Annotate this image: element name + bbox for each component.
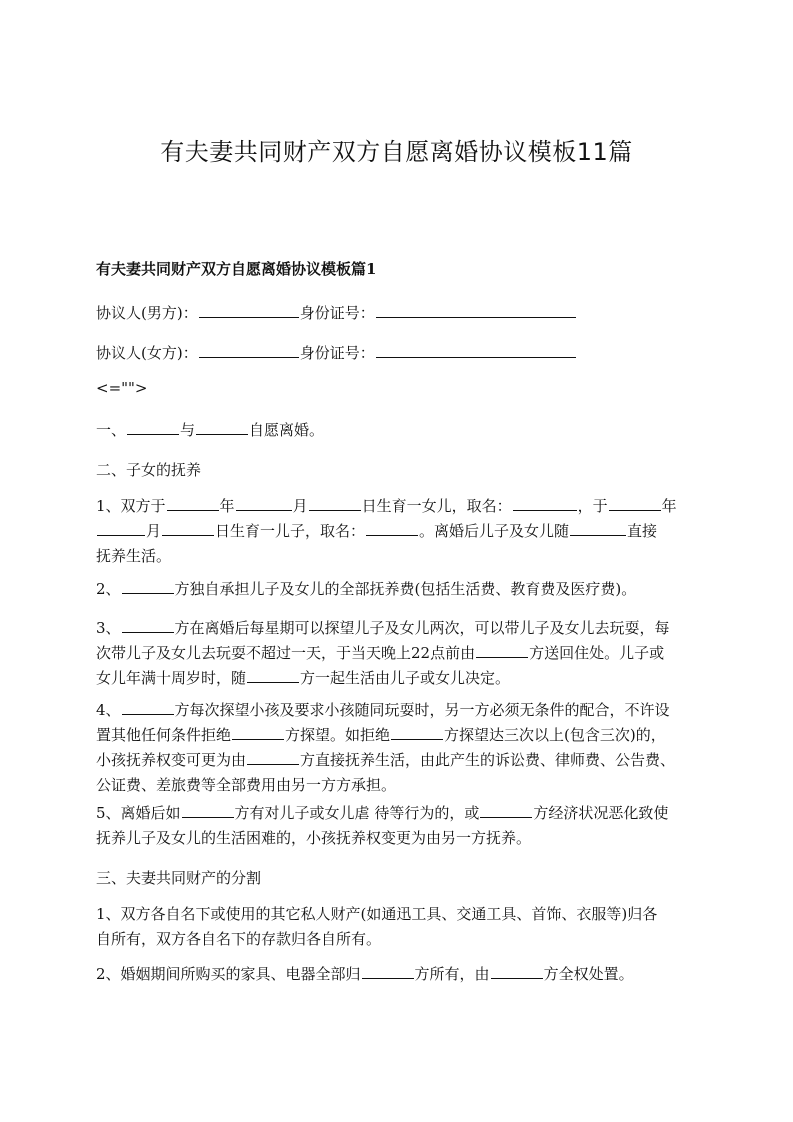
paragraph-line: 1、双方各自名下或使用的其它私人财产(如通迅工具、交通工具、首饰、衣服等)归各 bbox=[96, 905, 658, 923]
text: 女儿年满十周岁时，随 bbox=[96, 669, 247, 687]
blank-field bbox=[199, 341, 299, 358]
heading-2: 二、子女的抚养 bbox=[96, 461, 202, 479]
paragraph-line bbox=[96, 801, 704, 826]
section-title: 有夫妻共同财产双方自愿离婚协议模板篇1 bbox=[96, 260, 377, 278]
paragraph-line: 抚养儿子及女儿的生活困难的，小孩抚养权变更为由另一方抚养。 bbox=[96, 829, 532, 847]
text: 月 bbox=[292, 497, 308, 515]
paragraph-line: 公证费、差旅费等全部费用由另一方方承担。 bbox=[96, 776, 397, 794]
paragraph-4 bbox=[96, 698, 704, 798]
paragraph-3 bbox=[96, 616, 704, 691]
party-male-line bbox=[96, 301, 704, 326]
blank-field bbox=[122, 616, 174, 633]
text: 4、 bbox=[96, 701, 121, 719]
blank-field bbox=[570, 519, 626, 536]
paragraph-line bbox=[96, 748, 704, 773]
blank-field bbox=[247, 666, 299, 683]
blank-field bbox=[122, 698, 174, 715]
text: 方送回住处。儿子或 bbox=[529, 644, 665, 662]
paragraph-q2 bbox=[96, 962, 704, 987]
text: 年 bbox=[219, 497, 235, 515]
paragraph-line: 自所有，双方各自名下的存款归各自所有。 bbox=[96, 930, 382, 948]
text: 方独自承担儿子及女儿的全部抚养费(包括生活费、教育费及医疗费)。 bbox=[174, 580, 637, 598]
blank-field bbox=[97, 519, 145, 536]
paragraph-line bbox=[96, 616, 704, 641]
clause-text: 一、 bbox=[96, 421, 127, 439]
blank-field bbox=[366, 519, 418, 536]
blank-field bbox=[167, 494, 219, 511]
blank-field bbox=[476, 641, 528, 658]
text: 方每次探望小孩及要求小孩随同玩耍时，另一方必须无条件的配合，不许设 bbox=[174, 701, 670, 719]
party-female-label: 协议人(女方)： bbox=[96, 344, 198, 362]
blank-field bbox=[376, 341, 576, 358]
text: 月 bbox=[146, 522, 162, 540]
text: 1、双方于 bbox=[96, 497, 166, 515]
text: 直接 bbox=[627, 522, 658, 540]
paragraph-line bbox=[96, 519, 704, 544]
document-title: 有夫妻共同财产双方自愿离婚协议模板11篇 bbox=[160, 138, 633, 166]
party-female-line bbox=[96, 341, 704, 366]
text: 方探望达三次以上(包含三次)的， bbox=[444, 726, 666, 744]
clause-text: 与 bbox=[180, 421, 196, 439]
paragraph-line bbox=[96, 666, 704, 691]
blank-field bbox=[182, 801, 234, 818]
text: 2、 bbox=[96, 580, 121, 598]
blank-field bbox=[236, 494, 292, 511]
paragraph-line: 抚养生活。 bbox=[96, 547, 172, 565]
paragraph-5 bbox=[96, 801, 704, 851]
paragraph-line bbox=[96, 494, 704, 519]
text: 日生育一儿子，取名： bbox=[215, 522, 366, 540]
blank-field bbox=[391, 723, 443, 740]
text: 方有对儿子或女儿虐 待等行为的，或 bbox=[234, 804, 480, 822]
clause-text: 自愿离婚。 bbox=[249, 421, 325, 439]
text: 次带儿子及女儿去玩耍不超过一天，于当天晚上22点前由 bbox=[96, 644, 476, 662]
paragraph-line bbox=[96, 723, 704, 748]
text: 方一起生活由儿子或女儿决定。 bbox=[300, 669, 511, 687]
text: 方所有，由 bbox=[414, 965, 490, 983]
id-label: 身份证号： bbox=[299, 344, 375, 362]
paragraph-line bbox=[96, 698, 704, 723]
text: 3、 bbox=[96, 619, 121, 637]
blank-field bbox=[122, 577, 174, 594]
text: 日生育一女儿，取名： bbox=[361, 497, 512, 515]
blank-field bbox=[199, 301, 299, 318]
heading-3: 三、夫妻共同财产的分割 bbox=[96, 869, 262, 887]
text: 方探望。如拒绝 bbox=[285, 726, 391, 744]
blank-field bbox=[127, 418, 179, 435]
blank-field bbox=[309, 494, 361, 511]
marker-line: <=""> bbox=[96, 379, 148, 397]
id-label: 身份证号： bbox=[299, 304, 375, 322]
text: 5、离婚后如 bbox=[96, 804, 181, 822]
blank-field bbox=[196, 418, 248, 435]
blank-field bbox=[513, 494, 577, 511]
paragraph-line bbox=[96, 641, 704, 666]
blank-field bbox=[232, 723, 284, 740]
text: 小孩抚养权变可更为由 bbox=[96, 751, 247, 769]
text: 方经济状况恶化致使 bbox=[533, 804, 669, 822]
blank-field bbox=[491, 962, 543, 979]
blank-field bbox=[609, 494, 661, 511]
paragraph-2 bbox=[96, 577, 704, 602]
text: 。离婚后儿子及女儿随 bbox=[419, 522, 570, 540]
blank-field bbox=[480, 801, 532, 818]
paragraph-1 bbox=[96, 494, 704, 569]
text: ，于 bbox=[577, 497, 608, 515]
paragraph-q1 bbox=[96, 902, 704, 952]
blank-field bbox=[247, 748, 299, 765]
party-male-label: 协议人(男方)： bbox=[96, 304, 198, 322]
text: 置其他任何条件拒绝 bbox=[96, 726, 232, 744]
text: 方全权处置。 bbox=[543, 965, 634, 983]
text: 年 bbox=[661, 497, 677, 515]
blank-field bbox=[162, 519, 214, 536]
clause-1 bbox=[96, 418, 704, 443]
text: 方在离婚后每星期可以探望儿子及女儿两次，可以带儿子及女儿去玩耍，每 bbox=[174, 619, 670, 637]
blank-field bbox=[376, 301, 576, 318]
text: 方直接抚养生活，由此产生的诉讼费、律师费、公告费、 bbox=[300, 751, 676, 769]
blank-field bbox=[362, 962, 414, 979]
text: 2、婚姻期间所购买的家具、电器全部归 bbox=[96, 965, 361, 983]
